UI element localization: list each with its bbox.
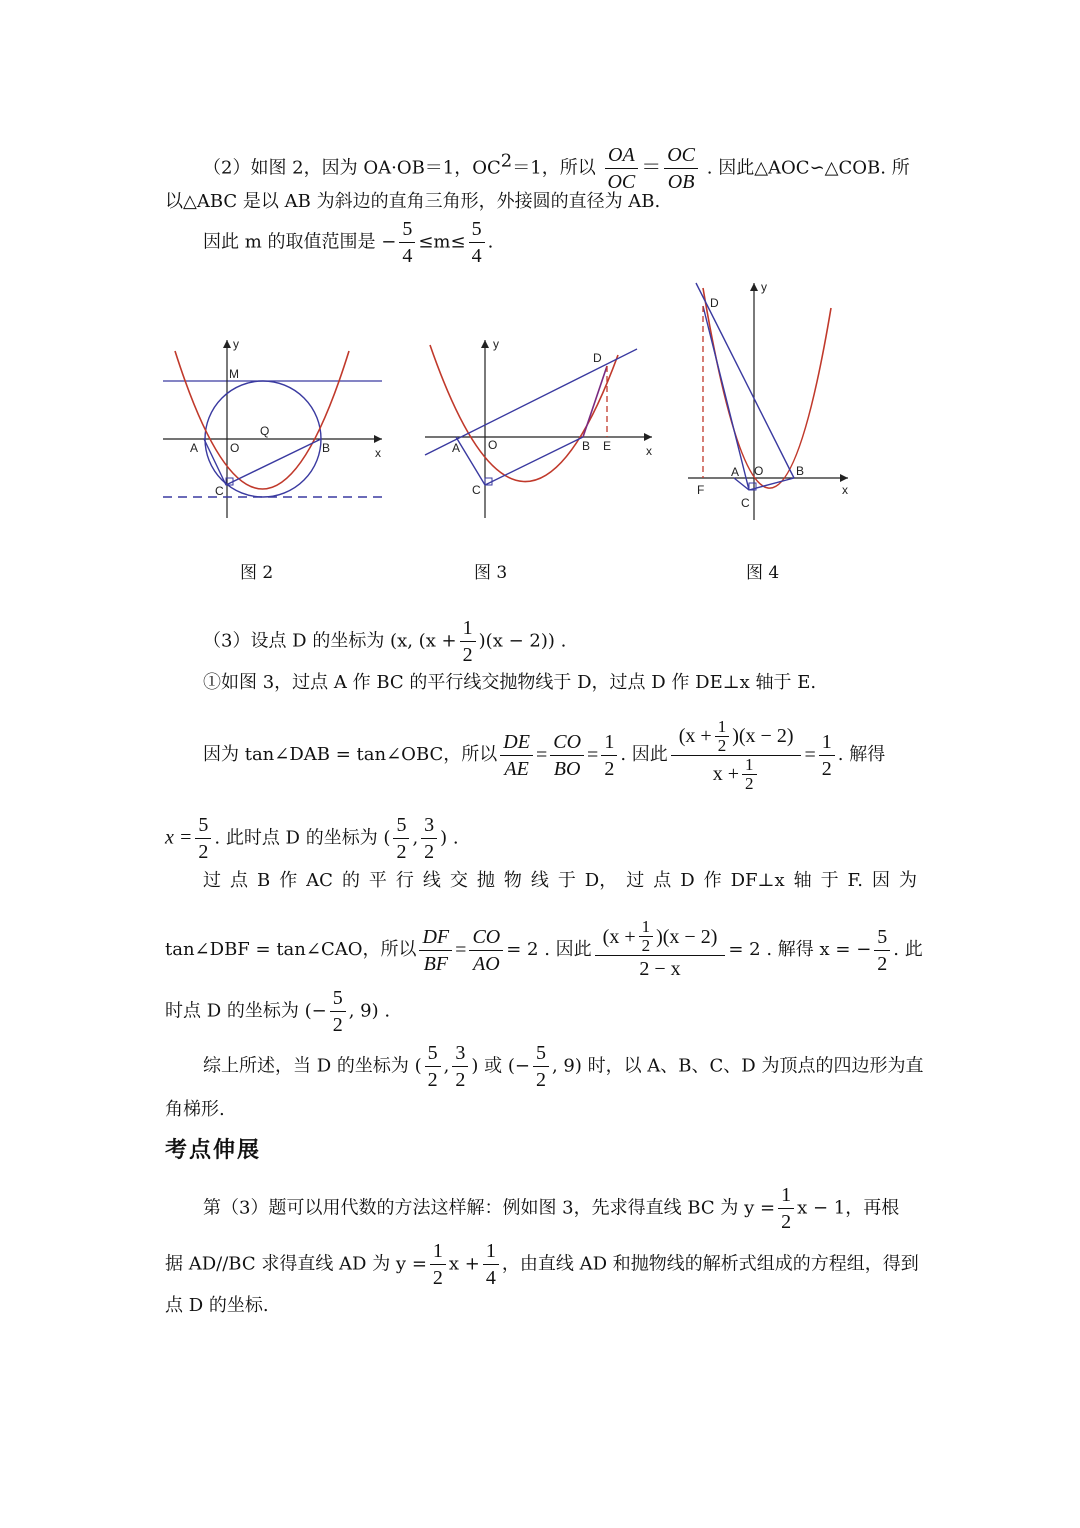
p2-line2: 以△ABC 是以 AB 为斜边的直角三角形，外接圆的直径为 AB. bbox=[165, 191, 661, 212]
frac-5-4-a: $\frac{5}{4}$ bbox=[399, 216, 415, 269]
p3-case2-word: 点 bbox=[653, 870, 672, 891]
fig2-label-b: B bbox=[322, 441, 331, 455]
ext-line1: 第（3）题可以用代数的方法这样解：例如图 3，先求得直线 BC 为 y = $\frac{1}{2}$ x − 1，再根 bbox=[203, 1184, 900, 1233]
p3-case2 bbox=[203, 866, 917, 896]
frac-5-2-f: $\frac{5}{2}$ bbox=[533, 1040, 549, 1093]
frac-5-2-e: $\frac{5}{2}$ bbox=[425, 1040, 441, 1093]
p3-case2-word: 因 bbox=[871, 870, 890, 891]
p3-case2-word: DF⊥x bbox=[730, 870, 785, 891]
fig4-label-y: y bbox=[761, 280, 767, 294]
fig2-label-x: x bbox=[375, 446, 381, 460]
p3-case2-word: 线 bbox=[530, 870, 549, 891]
p3-case2-word: 过 bbox=[626, 870, 645, 891]
fig2-label-q: Q bbox=[260, 424, 270, 438]
p3-case2-word: AC bbox=[306, 870, 333, 891]
sup-2: 2 bbox=[500, 150, 513, 172]
frac-5-4-b: $\frac{5}{4}$ bbox=[469, 216, 485, 269]
fig4-label-f: F bbox=[697, 483, 705, 497]
frac-half-3: $\frac{1}{2}$ bbox=[819, 729, 835, 782]
frac-half-ext-1: $\frac{1}{2}$ bbox=[778, 1182, 794, 1235]
frac-co-ao: $\frac{CO}{AO}$ bbox=[469, 924, 503, 977]
frac-5-2-a: $\frac{5}{2}$ bbox=[195, 812, 211, 865]
p3-case2-word: 点 bbox=[229, 870, 248, 891]
p3-summary: 综上所述，当 D 的坐标为 ( $\frac{5}{2}$ , $\frac{3}{2}$ ) 或 (− $\frac{5}{2}$ , 9) 时，以 A、B、C、D 为顶点的四边形为直 bbox=[203, 1042, 924, 1091]
fig4-label-x: x bbox=[842, 483, 848, 497]
frac-half-2: $\frac{1}{2}$ bbox=[601, 729, 617, 782]
fig3-label-o: O bbox=[488, 438, 498, 452]
frac-co-bo: $\frac{CO}{BO}$ bbox=[550, 729, 584, 782]
big-frac-a: (x + $\frac{1}{2}$ )(x − 2) x + $\frac{1}{2}$ bbox=[671, 718, 802, 793]
p3-summary-2: 角梯形. bbox=[165, 1099, 225, 1120]
figure-4 bbox=[686, 278, 856, 523]
figure-2 bbox=[160, 335, 390, 520]
fig4-label-a: A bbox=[731, 465, 740, 479]
fig3-label-a: A bbox=[452, 441, 461, 455]
fig3-label-d: D bbox=[593, 351, 602, 365]
p3-case2-word: 轴 bbox=[793, 870, 812, 891]
fig3-label-y: y bbox=[493, 337, 499, 351]
caption-fig4: 图 4 bbox=[746, 563, 780, 583]
p3-res2: 时点 D 的坐标为 (− $\frac{5}{2}$ , 9) . bbox=[165, 987, 391, 1036]
fig2-label-o: O bbox=[230, 441, 240, 455]
frac-5-2-b: $\frac{5}{2}$ bbox=[393, 812, 409, 865]
p3-case2-word: 抛 bbox=[476, 870, 495, 891]
p3-case2-word: 物 bbox=[503, 870, 522, 891]
p3-case1: ①如图 3，过点 A 作 BC 的平行线交抛物线于 D，过点 D 作 DE⊥x 轴于 E. bbox=[203, 672, 817, 693]
p3-case2-word: 作 bbox=[279, 870, 298, 891]
p3-case2-word: 交 bbox=[449, 870, 468, 891]
p3-tan2-line: tan∠DBF = tan∠CAO，所以 $\frac{DF}{BF}$ = $\frac{CO}{AO}$ = 2 . 因此 (x + $\frac{1}{2}$ )(x − 2) 2 − x = 2 . 解得 x = − $\frac{5}{2}$ . 此 bbox=[165, 917, 923, 980]
frac-5-2-d: $\frac{5}{2}$ bbox=[330, 985, 346, 1038]
p3-case2-word: F. bbox=[847, 870, 863, 891]
caption-fig2: 图 2 bbox=[240, 563, 274, 583]
frac-half-ext-2: $\frac{1}{2}$ bbox=[430, 1238, 446, 1291]
frac-oa-oc: $\frac{OA}{OC}$ bbox=[604, 142, 638, 195]
p3-case2-word: 为 bbox=[898, 870, 917, 891]
p3-case2-word: 行 bbox=[395, 870, 414, 891]
p3-case2-word: 于 bbox=[820, 870, 839, 891]
ext-line2: 据 AD//BC 求得直线 AD 为 y = $\frac{1}{2}$ x + $\frac{1}{4}$ ，由直线 AD 和抛物线的解析式组成的方程组，得到 bbox=[165, 1240, 919, 1289]
fig3-label-c: C bbox=[472, 483, 481, 497]
p3-x-result: x = $\frac{5}{2}$ . 此时点 D 的坐标为 ( $\frac{5}{2}$ , $\frac{3}{2}$ ) . bbox=[165, 814, 459, 863]
p2-text-b: ＝1，所以 bbox=[512, 157, 596, 179]
fig2-label-a: A bbox=[190, 441, 199, 455]
p3-case2-word: 平 bbox=[368, 870, 387, 891]
fig2-label-y: y bbox=[233, 337, 239, 351]
p3-tan1-line: 因为 tan∠DAB = tan∠OBC，所以 $\frac{DE}{AE}$ = $\frac{CO}{BO}$ = $\frac{1}{2}$ . 因此 (x + $\frac{1}{2}$ )(x − 2) x + $\frac{1}{2}$ = $\frac{1}{2}$ . 解得 bbox=[203, 716, 886, 793]
fig4-label-b: B bbox=[796, 464, 805, 478]
caption-fig3: 图 3 bbox=[474, 563, 508, 583]
p2-line1: （2）如图 2，因为 OA·OB＝1，$OC^2=1$，所以 $\frac{OA}{OC}$ ＝ $\frac{OC}{OB}$ . 因此△AOC∽△COB. 所 bbox=[203, 144, 910, 193]
frac-1-4: $\frac{1}{4}$ bbox=[483, 1238, 499, 1291]
p3-case2-word: 的 bbox=[341, 870, 360, 891]
p3-case2-word: D bbox=[680, 870, 695, 891]
ext-line3: 点 D 的坐标. bbox=[165, 1295, 269, 1316]
frac-half-1: $\frac{1}{2}$ bbox=[460, 615, 476, 668]
fig3-label-e: E bbox=[603, 439, 612, 453]
figure-3 bbox=[420, 335, 660, 520]
p3-case2-word: D， bbox=[584, 870, 618, 891]
p3-set-line: （3）设点 D 的坐标为 (x, (x + $\frac{1}{2}$ )(x − 2)) . bbox=[203, 617, 567, 666]
fig3-label-b: B bbox=[582, 439, 591, 453]
frac-3-2-a: $\frac{3}{2}$ bbox=[421, 812, 437, 865]
fig2-label-m: M bbox=[229, 367, 239, 381]
p3-case2-word: 于 bbox=[557, 870, 576, 891]
frac-de-ae: $\frac{DE}{AE}$ bbox=[500, 729, 533, 782]
frac-oc-ob: $\frac{OC}{OB}$ bbox=[664, 142, 698, 195]
frac-5-2-c: $\frac{5}{2}$ bbox=[874, 924, 890, 977]
p3-case2-word: 作 bbox=[703, 870, 722, 891]
fig2-label-c: C bbox=[215, 484, 224, 498]
p3-case2-word: 过 bbox=[203, 870, 221, 891]
fig3-label-x: x bbox=[646, 444, 652, 458]
fig4-label-d: D bbox=[710, 296, 719, 310]
fig4-label-c: C bbox=[741, 496, 750, 510]
p2-text-a: （2）如图 2，因为 OA·OB＝1，OC bbox=[203, 157, 501, 179]
frac-3-2-b: $\frac{3}{2}$ bbox=[452, 1040, 468, 1093]
p2-text-c: . 因此△AOC∽△COB. 所 bbox=[706, 157, 910, 179]
big-frac-b: (x + $\frac{1}{2}$ )(x − 2) 2 − x bbox=[595, 918, 726, 982]
p3-case2-word: B bbox=[256, 870, 271, 891]
p3-case2-word: 线 bbox=[422, 870, 441, 891]
p2-line3: 因此 m 的取值范围是 − $\frac{5}{4}$ ≤m≤ $\frac{5}{4}$ . bbox=[203, 218, 494, 267]
frac-df-bf: $\frac{DF}{BF}$ bbox=[419, 924, 452, 977]
ext-heading: 考点伸展 bbox=[165, 1137, 262, 1163]
fig4-label-o: O bbox=[754, 464, 764, 478]
